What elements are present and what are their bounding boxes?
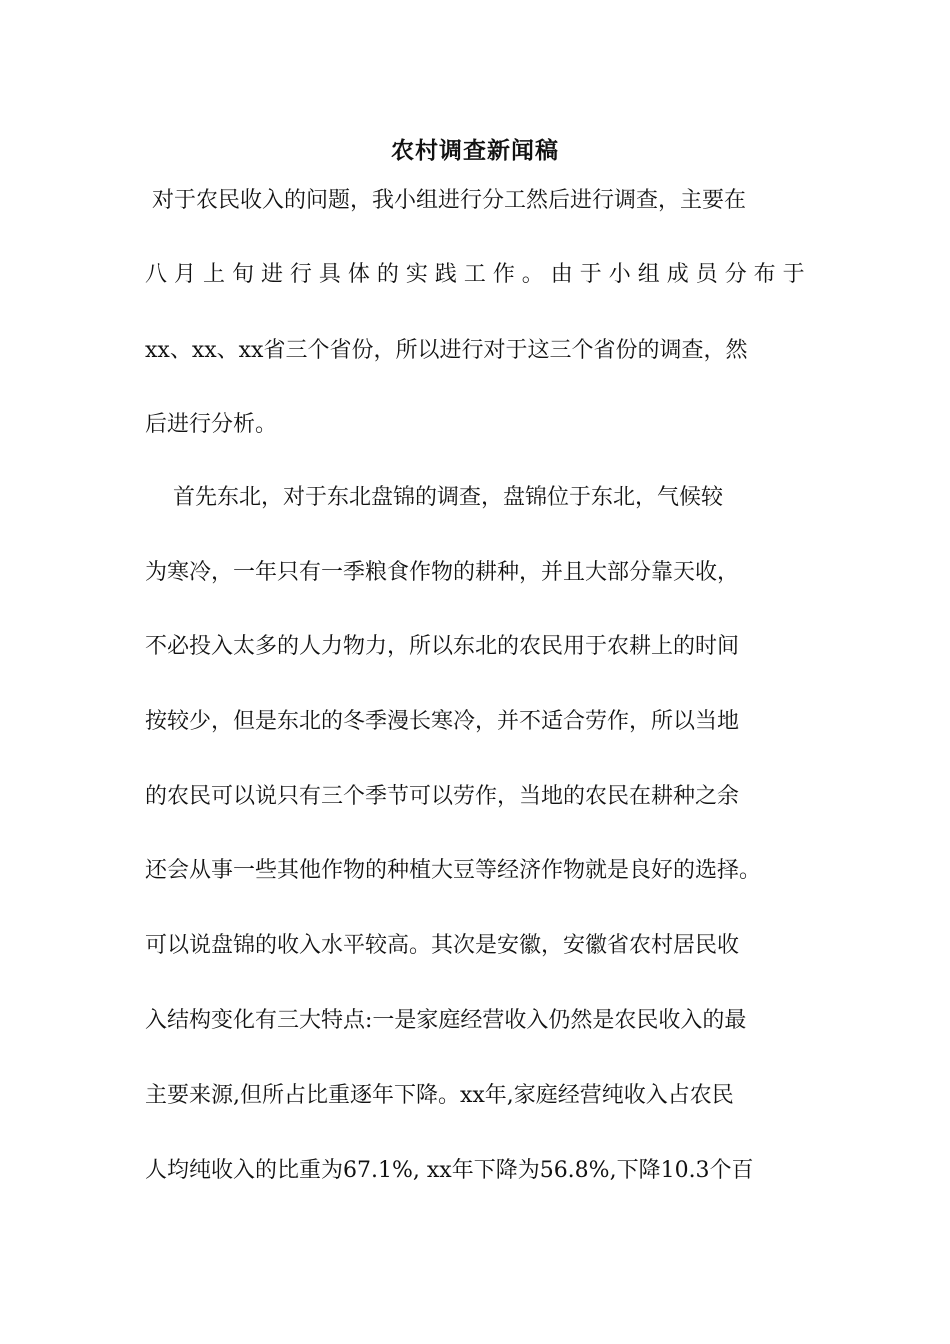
body-line-2-char: 工 [463, 262, 486, 287]
body-line-2-char: 的 [376, 262, 399, 287]
body-line-2-char: 分 [724, 262, 747, 287]
document-title: 农村调查新闻稿 [391, 137, 559, 164]
body-line-2-char: 员 [695, 262, 718, 287]
body-line-2-char: 进 [260, 262, 283, 287]
body-line-11: 可以说盘锦的收入水平较高。其次是安徽，安徽省农村居民收 [145, 933, 740, 958]
body-line-1: 对于农民收入的问题，我小组进行分工然后进行调查，主要在 [145, 188, 746, 213]
body-line-7: 不必投入太多的人力物力，所以东北的农民用于农耕上的时间 [145, 634, 740, 659]
body-line-2 [145, 257, 805, 293]
body-line-2-char: 于 [782, 262, 805, 287]
body-line-2-char: 。 [521, 262, 544, 287]
body-line-2-char: 实 [405, 262, 428, 287]
body-line-12: 入结构变化有三大特点:一是家庭经营收入仍然是农民收入的最 [145, 1008, 747, 1033]
body-line-2-char: 上 [202, 262, 225, 287]
body-line-2-char: 旬 [231, 262, 254, 287]
body-line-14: 人均纯收入的比重为67.1%, xx年下降为56.8%,下降10.3个百 [145, 1158, 754, 1183]
body-line-2-char: 组 [637, 262, 660, 287]
body-line-10: 还会从事一些其他作物的种植大豆等经济作物就是良好的选择。 [145, 858, 762, 883]
body-line-2-char: 于 [579, 262, 602, 287]
body-line-2-char: 月 [173, 262, 196, 287]
body-line-8: 按较少，但是东北的冬季漫长寒冷，并不适合劳作，所以当地 [145, 709, 740, 734]
body-line-2-char: 具 [318, 262, 341, 287]
body-line-2-char: 作 [492, 262, 515, 287]
body-line-5: 首先东北，对于东北盘锦的调查，盘锦位于东北，气候较 [145, 485, 723, 510]
body-line-2-char: 践 [434, 262, 457, 287]
body-line-2-char: 行 [289, 262, 312, 287]
body-line-2-char: 布 [753, 262, 776, 287]
body-line-2-char: 八 [145, 262, 168, 287]
body-line-2-char: 体 [347, 262, 370, 287]
body-line-13: 主要来源,但所占比重逐年下降。xx年,家庭经营纯收入占农民 [145, 1083, 734, 1108]
body-line-3: xx、xx、xx省三个省份，所以进行对于这三个省份的调查，然 [145, 338, 748, 363]
body-line-4: 后进行分析。 [145, 412, 278, 437]
body-line-2-char: 成 [666, 262, 689, 287]
body-line-6: 为寒冷，一年只有一季粮食作物的耕种，并且大部分靠天收， [145, 560, 740, 585]
body-line-9: 的农民可以说只有三个季节可以劳作，当地的农民在耕种之余 [145, 784, 740, 809]
body-line-2-char: 由 [550, 262, 573, 287]
body-line-2-char: 小 [608, 262, 631, 287]
